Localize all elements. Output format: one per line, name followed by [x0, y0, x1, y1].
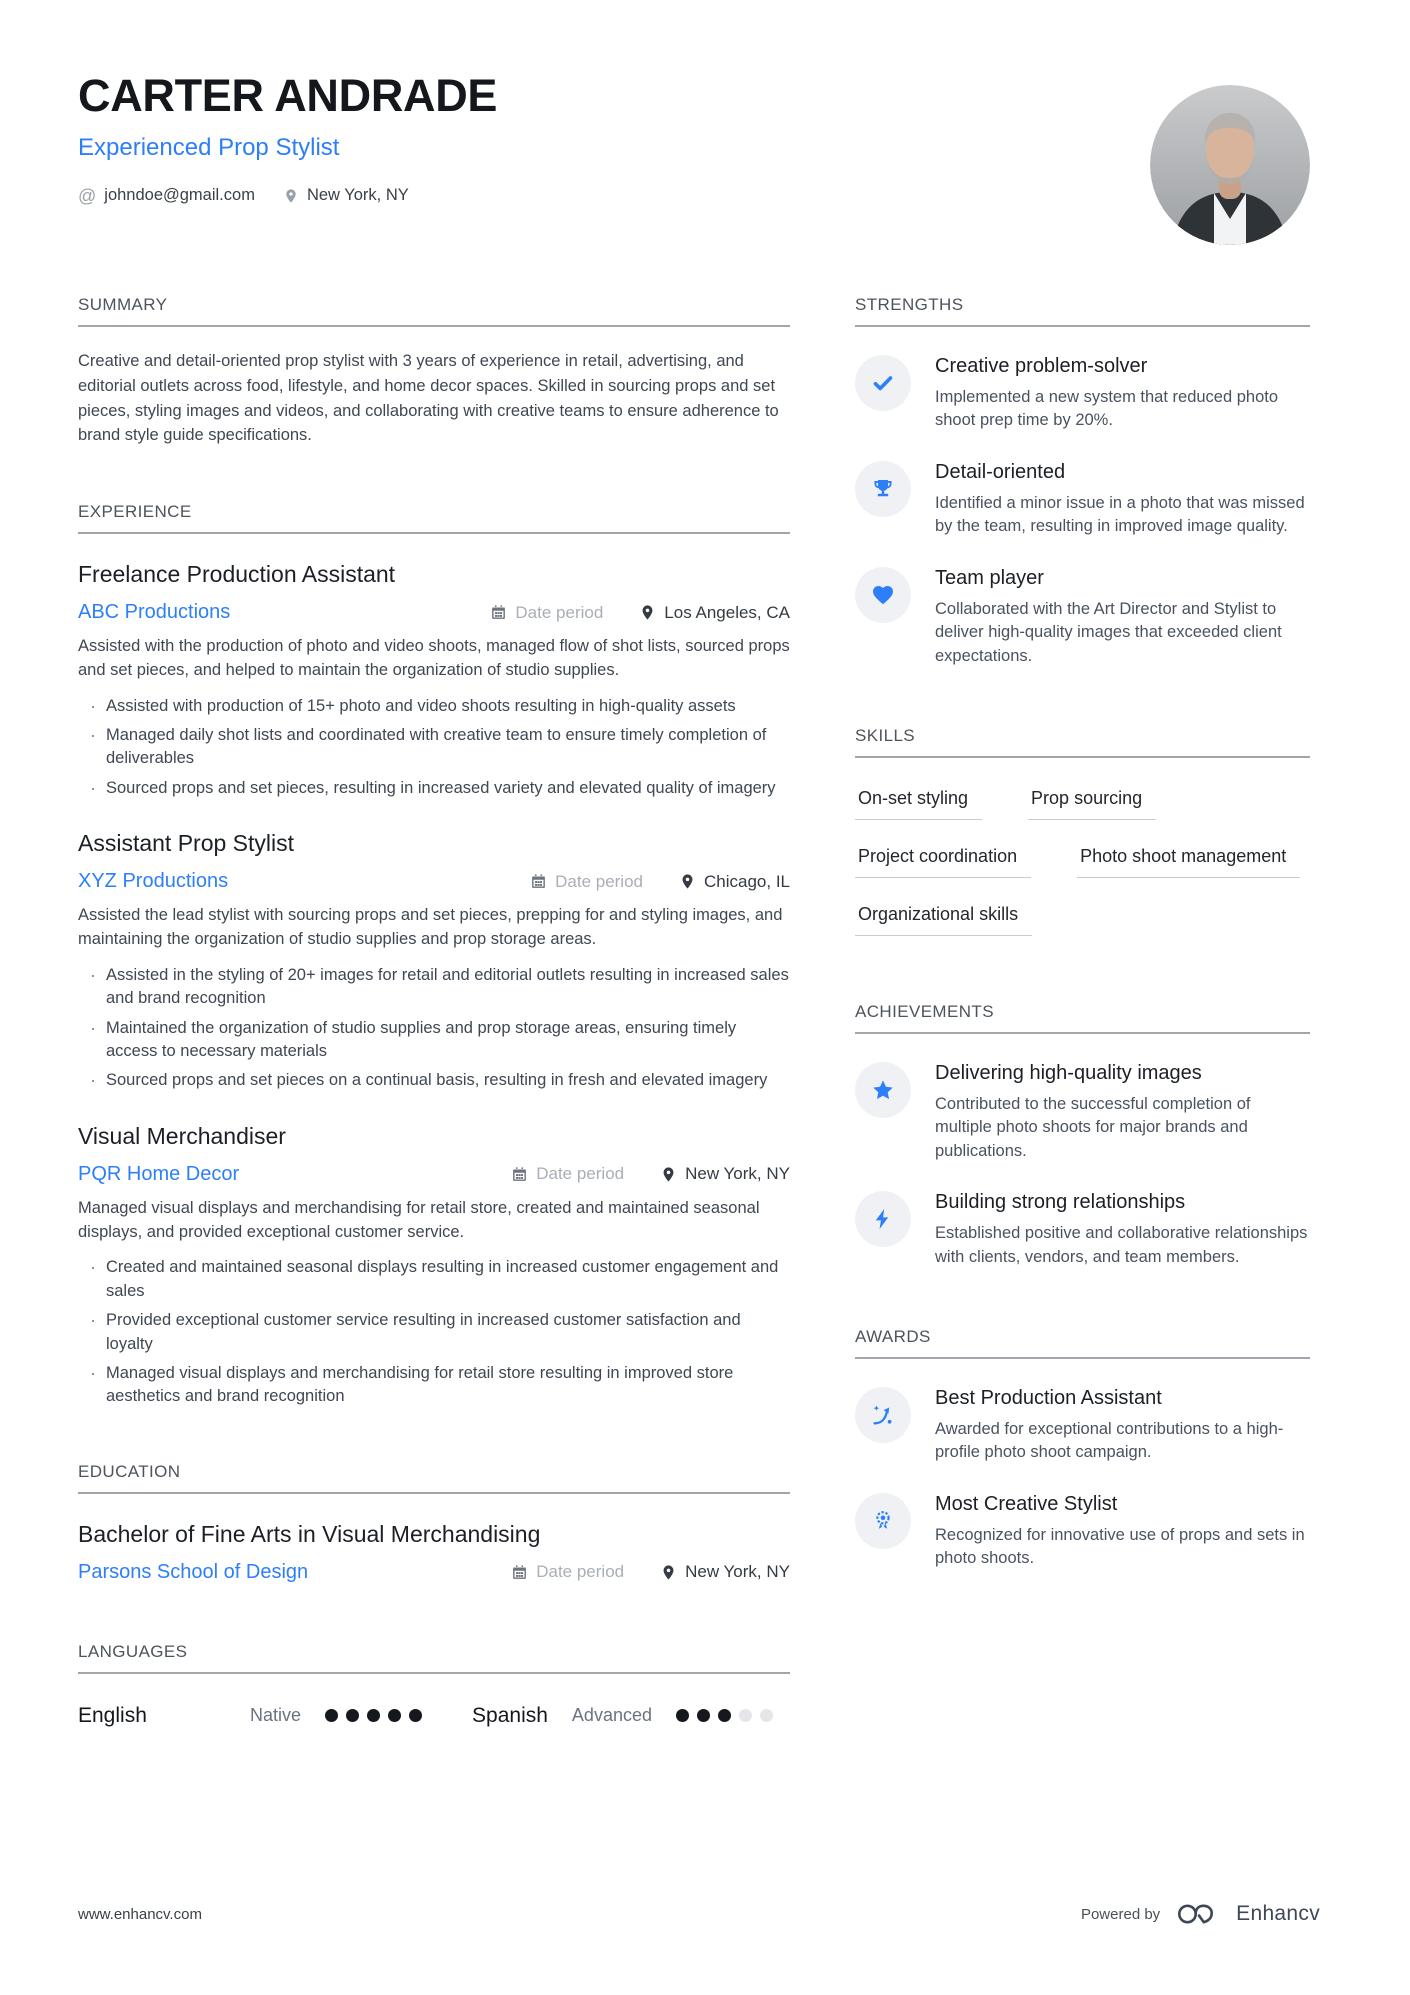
- bullet-item: · Managed daily shot lists and coordinated with creative team to ensure timely completion of deliverables: [78, 721, 790, 774]
- job-title: Assistant Prop Stylist: [78, 830, 295, 857]
- level-dot: [718, 1709, 731, 1722]
- level-dot: [346, 1709, 359, 1722]
- bullet-icon: ·: [90, 1070, 96, 1091]
- brand-name: Enhancv: [1236, 1902, 1320, 1925]
- skill-item: Prop sourcing: [1028, 788, 1156, 820]
- location-item: [283, 186, 409, 205]
- bullet-list: [78, 961, 790, 1096]
- bullet-item: · Provided exceptional customer service resulting in increased customer satisfaction and loyalty: [78, 1306, 790, 1359]
- award-title: Most Creative Stylist: [935, 1492, 1118, 1515]
- skills-list: [855, 762, 1310, 936]
- bullet-icon: ·: [90, 1362, 96, 1383]
- school-location: New York, NY: [660, 1562, 790, 1582]
- section-education: [78, 1462, 790, 1584]
- email-text: johndoe@gmail.com: [104, 186, 255, 204]
- footer: [78, 1899, 1320, 1929]
- bullet-item: · Created and maintained seasonal displays resulting in increased customer engagement and sales: [78, 1253, 790, 1306]
- job-description: Managed visual displays and merchandising for retail store, created and maintained seasonal displays, and provided exceptional customer service.: [78, 1198, 760, 1242]
- job-description: Assisted with the production of photo and video shoots, managed flow of shot lists, sourced props and set pieces, and helped to maintain the organization of studio supplies.: [78, 637, 790, 680]
- at-icon: @: [78, 185, 97, 206]
- section-experience: [78, 502, 790, 1412]
- achievement-title: Building strong relationships: [935, 1191, 1186, 1214]
- level-dot: [760, 1709, 773, 1722]
- bullet-item: · Sourced props and set pieces, resulting in increased variety and elevated quality of imagery: [78, 774, 790, 803]
- website-link[interactable]: www.enhancv.com: [78, 1905, 202, 1923]
- bullet-list: [78, 1253, 790, 1412]
- bullet-icon: ·: [90, 777, 96, 798]
- achievement-title: Delivering high-quality images: [935, 1061, 1202, 1084]
- skill-item: Photo shoot management: [1077, 846, 1300, 878]
- level-dot: [325, 1709, 338, 1722]
- language-level: Advanced: [571, 1705, 652, 1726]
- enhancv-logo-icon: [1173, 1899, 1223, 1929]
- experience-entry: [78, 561, 790, 803]
- skill-item: Organizational skills: [855, 904, 1032, 936]
- level-dot: [409, 1709, 422, 1722]
- degree-title: Bachelor of Fine Arts in Visual Merchandising: [78, 1520, 541, 1547]
- bullet-icon: ·: [90, 964, 96, 985]
- achievement-text: Established positive and collaborative relationships with clients, vendors, and team members.: [935, 1224, 1308, 1266]
- level-dot: [739, 1709, 752, 1722]
- heart-icon: [855, 567, 911, 623]
- company-name: XYZ Productions: [78, 870, 229, 893]
- job-location: Los Angeles, CA: [639, 603, 790, 623]
- skill-item: On-set styling: [855, 788, 982, 820]
- job-meta-row: [78, 870, 790, 893]
- strength-item: [855, 458, 1310, 539]
- strength-text: Collaborated with the Art Director and Stylist to deliver high-quality images that exceeded client expectations.: [935, 599, 1282, 665]
- languages-row: [78, 1704, 790, 1728]
- strength-title: Creative problem-solver: [935, 355, 1148, 377]
- bullet-list: [78, 692, 790, 804]
- bullet-icon: ·: [90, 1310, 96, 1331]
- date-period: Date period: [490, 603, 603, 623]
- star-icon: [855, 1062, 911, 1118]
- bullet-icon: ·: [90, 1017, 96, 1038]
- language-item: [78, 1704, 422, 1728]
- company-name: ABC Productions: [78, 601, 231, 623]
- section-achievements: [855, 1002, 1310, 1269]
- school-name: Parsons School of Design: [78, 1560, 309, 1583]
- calendar-icon: [490, 604, 507, 621]
- section-summary: [78, 295, 790, 448]
- experience-heading: EXPERIENCE: [78, 502, 790, 534]
- bullet-icon: ·: [90, 1257, 96, 1278]
- date-period: Date period: [511, 1164, 624, 1184]
- strength-text: Identified a minor issue in a photo that was missed by the team, resulting in improved image quality.: [935, 493, 1305, 536]
- summary-text: Creative and detail-oriented prop stylist with 3 years of experience in retail, advertising, and editorial outlets across food, lifestyle, and home decor spaces. Skilled in sourcing props and set pieces, styling images and videos, and collaborating with creative teams to ensure adherence to brand style guide specifications.: [78, 352, 779, 445]
- strengths-heading: STRENGTHS: [855, 295, 1310, 327]
- award-item: [855, 1490, 1310, 1571]
- skills-heading: SKILLS: [855, 726, 1310, 758]
- strength-title: Detail-oriented: [935, 460, 1066, 483]
- strength-text: Implemented a new system that reduced photo shoot prep time by 20%.: [935, 388, 1279, 430]
- person-title: Experienced Prop Stylist: [78, 134, 340, 161]
- bolt-icon: [855, 1191, 911, 1247]
- job-meta-row: [78, 1163, 790, 1186]
- header: [78, 62, 1310, 245]
- job-title: Freelance Production Assistant: [78, 561, 396, 587]
- award-title: Best Production Assistant: [935, 1387, 1162, 1410]
- section-skills: [855, 726, 1310, 936]
- languages-heading: LANGUAGES: [78, 1642, 790, 1674]
- section-languages: [78, 1642, 790, 1728]
- level-dot: [676, 1709, 689, 1722]
- language-item: [472, 1704, 773, 1728]
- calendar-icon: [511, 1166, 528, 1183]
- level-dot: [388, 1709, 401, 1722]
- bullet-item: · Assisted with production of 15+ photo and video shoots resulting in high-quality assets: [78, 692, 790, 721]
- language-level-dots: [676, 1709, 773, 1722]
- language-level: Native: [250, 1705, 302, 1726]
- job-meta-row: [78, 601, 790, 624]
- location-pin-icon: [639, 604, 656, 621]
- experience-entry: [78, 1123, 790, 1412]
- language-name: English: [78, 1703, 147, 1727]
- level-dot: [697, 1709, 710, 1722]
- experience-entry: [78, 830, 790, 1096]
- awards-heading: AWARDS: [855, 1327, 1310, 1359]
- section-awards: [855, 1327, 1310, 1571]
- powered-by-label: Powered by: [1080, 1905, 1161, 1923]
- location-pin-icon: [660, 1166, 677, 1183]
- bullet-item: · Managed visual displays and merchandising for retail store resulting in improved store aesthetics and brand recognition: [78, 1359, 790, 1412]
- language-level-dots: [325, 1709, 422, 1722]
- education-meta-row: [78, 1561, 790, 1584]
- skill-item: Project coordination: [855, 846, 1031, 878]
- avatar: [1150, 85, 1310, 245]
- date-period: Date period: [530, 872, 643, 892]
- contact-row: [78, 186, 497, 205]
- location-text: New York, NY: [306, 186, 409, 204]
- award-item: [855, 1384, 1310, 1465]
- education-heading: EDUCATION: [78, 1462, 790, 1494]
- calendar-icon: [530, 873, 547, 890]
- achievement-text: Contributed to the successful completion of multiple photo shoots for major brands and publications.: [935, 1094, 1251, 1160]
- strength-item: [855, 352, 1310, 433]
- section-strengths: [855, 295, 1310, 668]
- calendar-icon: [511, 1564, 528, 1581]
- strength-item: [855, 564, 1310, 668]
- person-name: CARTER ANDRADE: [78, 70, 498, 121]
- date-period: Date period: [511, 1562, 624, 1582]
- location-pin-icon: [283, 188, 299, 204]
- bullet-item: · Sourced props and set pieces on a continual basis, resulting in fresh and elevated imagery: [78, 1066, 790, 1095]
- bullet-item: · Assisted in the styling of 20+ images for retail and editorial outlets resulting in increased sales and brand recognition: [78, 961, 790, 1014]
- medal-icon: [855, 1493, 911, 1549]
- trophy-icon: [855, 461, 911, 517]
- email-link[interactable]: [78, 186, 255, 205]
- location-pin-icon: [660, 1564, 677, 1581]
- level-dot: [367, 1709, 380, 1722]
- award-text: Awarded for exceptional contributions to a high-profile photo shoot campaign.: [935, 1420, 1284, 1462]
- strength-title: Team player: [935, 566, 1044, 589]
- check-icon: [855, 355, 911, 411]
- job-location: Chicago, IL: [679, 872, 790, 892]
- achievement-item: [855, 1188, 1310, 1269]
- language-name: Spanish: [472, 1703, 548, 1727]
- job-description: Assisted the lead stylist with sourcing props and set pieces, prepping for and styling images, and maintaining the organization of studio supplies and prop storage areas.: [78, 906, 783, 949]
- location-pin-icon: [679, 873, 696, 890]
- milestone-arrow-icon: [855, 1387, 911, 1443]
- achievements-heading: ACHIEVEMENTS: [855, 1002, 1310, 1034]
- job-location: New York, NY: [660, 1164, 790, 1184]
- bullet-icon: ·: [90, 695, 96, 716]
- bullet-item: · Maintained the organization of studio supplies and prop storage areas, ensuring timely access to necessary materials: [78, 1014, 790, 1067]
- award-text: Recognized for innovative use of props and sets in photo shoots.: [935, 1525, 1305, 1568]
- company-name: PQR Home Decor: [78, 1162, 240, 1185]
- job-title: Visual Merchandiser: [78, 1122, 286, 1149]
- bullet-icon: ·: [90, 724, 96, 745]
- summary-heading: SUMMARY: [78, 295, 790, 327]
- achievement-item: [855, 1059, 1310, 1163]
